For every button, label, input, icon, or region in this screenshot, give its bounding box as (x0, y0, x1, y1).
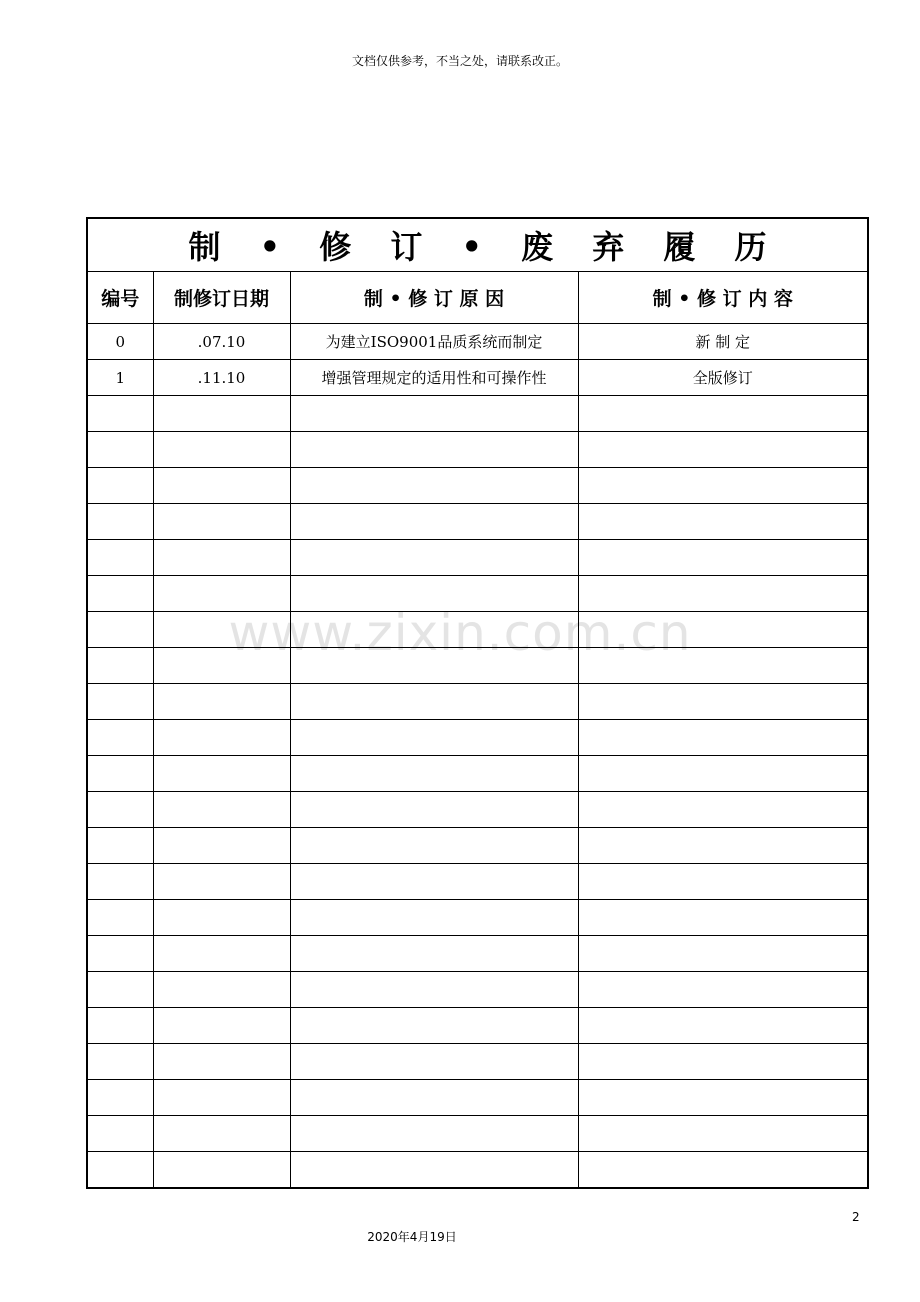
row-number (87, 468, 153, 504)
table-row (87, 936, 868, 972)
row-date (153, 1152, 290, 1189)
row-reason (290, 1008, 578, 1044)
row-content (578, 720, 868, 756)
row-reason (290, 540, 578, 576)
row-reason (290, 396, 578, 432)
table-row (87, 576, 868, 612)
row-content (578, 864, 868, 900)
table-body (87, 324, 868, 1189)
row-date (153, 828, 290, 864)
row-content (578, 972, 868, 1008)
row-date (153, 1116, 290, 1152)
row-content (578, 1152, 868, 1189)
row-reason (290, 468, 578, 504)
row-date (153, 504, 290, 540)
row-reason (290, 756, 578, 792)
watermark: www.zixin.com.cn (228, 604, 692, 662)
revision-history-table (86, 217, 869, 1189)
row-date (153, 1044, 290, 1080)
row-content (578, 540, 868, 576)
header-number: 编号 (87, 272, 153, 324)
row-date (153, 684, 290, 720)
table-row (87, 900, 868, 936)
row-reason (290, 1116, 578, 1152)
table-row (87, 792, 868, 828)
row-date (153, 720, 290, 756)
row-date (153, 612, 290, 648)
row-content (578, 648, 868, 684)
table-row (87, 1080, 868, 1116)
row-number (87, 612, 153, 648)
row-content (578, 576, 868, 612)
row-content (578, 936, 868, 972)
header-content: 制 • 修 订 内 容 (578, 272, 868, 324)
row-number (87, 576, 153, 612)
table-row (87, 540, 868, 576)
table-row (87, 648, 868, 684)
row-date (153, 756, 290, 792)
row-content (578, 432, 868, 468)
header-note: 文档仅供参考，不当之处，请联系改正。 (351, 54, 568, 68)
row-date (153, 936, 290, 972)
row-number (87, 432, 153, 468)
row-content (578, 828, 868, 864)
row-date: .07.10 (153, 324, 290, 360)
row-number (87, 864, 153, 900)
row-content (578, 1116, 868, 1152)
row-number (87, 396, 153, 432)
row-date (153, 648, 290, 684)
row-number (87, 936, 153, 972)
row-date (153, 1008, 290, 1044)
row-date (153, 792, 290, 828)
table-row (87, 612, 868, 648)
row-number: 1 (87, 360, 153, 396)
row-content (578, 468, 868, 504)
row-reason (290, 504, 578, 540)
row-reason (290, 936, 578, 972)
row-content (578, 396, 868, 432)
row-reason (290, 684, 578, 720)
row-reason (290, 1152, 578, 1189)
row-number (87, 504, 153, 540)
row-number (87, 684, 153, 720)
table-row (87, 1044, 868, 1080)
table-row (87, 1152, 868, 1189)
header-date: 制修订日期 (153, 272, 290, 324)
row-number (87, 1008, 153, 1044)
row-reason (290, 576, 578, 612)
row-content (578, 1080, 868, 1116)
table-row (87, 396, 868, 432)
header-reason: 制 • 修 订 原 因 (290, 272, 578, 324)
row-number (87, 540, 153, 576)
row-number (87, 1080, 153, 1116)
row-number (87, 1116, 153, 1152)
row-reason (290, 900, 578, 936)
row-reason (290, 1044, 578, 1080)
row-date (153, 900, 290, 936)
row-reason: 为建立ISO9001品质系统而制定 (290, 324, 578, 360)
row-date (153, 540, 290, 576)
row-number (87, 900, 153, 936)
row-date (153, 972, 290, 1008)
row-reason: 增强管理规定的适用性和可操作性 (290, 360, 578, 396)
row-content (578, 1008, 868, 1044)
row-number (87, 720, 153, 756)
table-title: 制 • 修 订 • 废 弃 履 历 (87, 218, 868, 272)
row-content (578, 504, 868, 540)
row-content (578, 684, 868, 720)
table-row (87, 1008, 868, 1044)
table-row (87, 1116, 868, 1152)
table-row (87, 720, 868, 756)
table-row (87, 468, 868, 504)
row-reason (290, 612, 578, 648)
row-date (153, 432, 290, 468)
row-number (87, 792, 153, 828)
table-row (87, 432, 868, 468)
row-date (153, 468, 290, 504)
table-row (87, 504, 868, 540)
row-date (153, 576, 290, 612)
row-number (87, 1044, 153, 1080)
table-row (87, 972, 868, 1008)
row-reason (290, 828, 578, 864)
row-reason (290, 432, 578, 468)
row-number (87, 828, 153, 864)
row-number (87, 972, 153, 1008)
row-number (87, 648, 153, 684)
row-content: 全版修订 (578, 360, 868, 396)
row-reason (290, 720, 578, 756)
page-number: 2 (852, 1210, 860, 1224)
row-content (578, 1044, 868, 1080)
row-date (153, 396, 290, 432)
row-number: 0 (87, 324, 153, 360)
table-row (87, 864, 868, 900)
table-row (87, 324, 868, 360)
row-content (578, 756, 868, 792)
footer-date: 2020年4月19日 (367, 1230, 457, 1244)
row-reason (290, 864, 578, 900)
row-reason (290, 648, 578, 684)
table-row (87, 684, 868, 720)
table-row (87, 828, 868, 864)
row-date: .11.10 (153, 360, 290, 396)
row-reason (290, 1080, 578, 1116)
row-reason (290, 972, 578, 1008)
row-content (578, 792, 868, 828)
row-reason (290, 792, 578, 828)
row-number (87, 756, 153, 792)
row-content (578, 612, 868, 648)
row-content (578, 900, 868, 936)
row-content: 新 制 定 (578, 324, 868, 360)
table-row (87, 756, 868, 792)
row-date (153, 1080, 290, 1116)
table-row (87, 360, 868, 396)
row-date (153, 864, 290, 900)
row-number (87, 1152, 153, 1189)
